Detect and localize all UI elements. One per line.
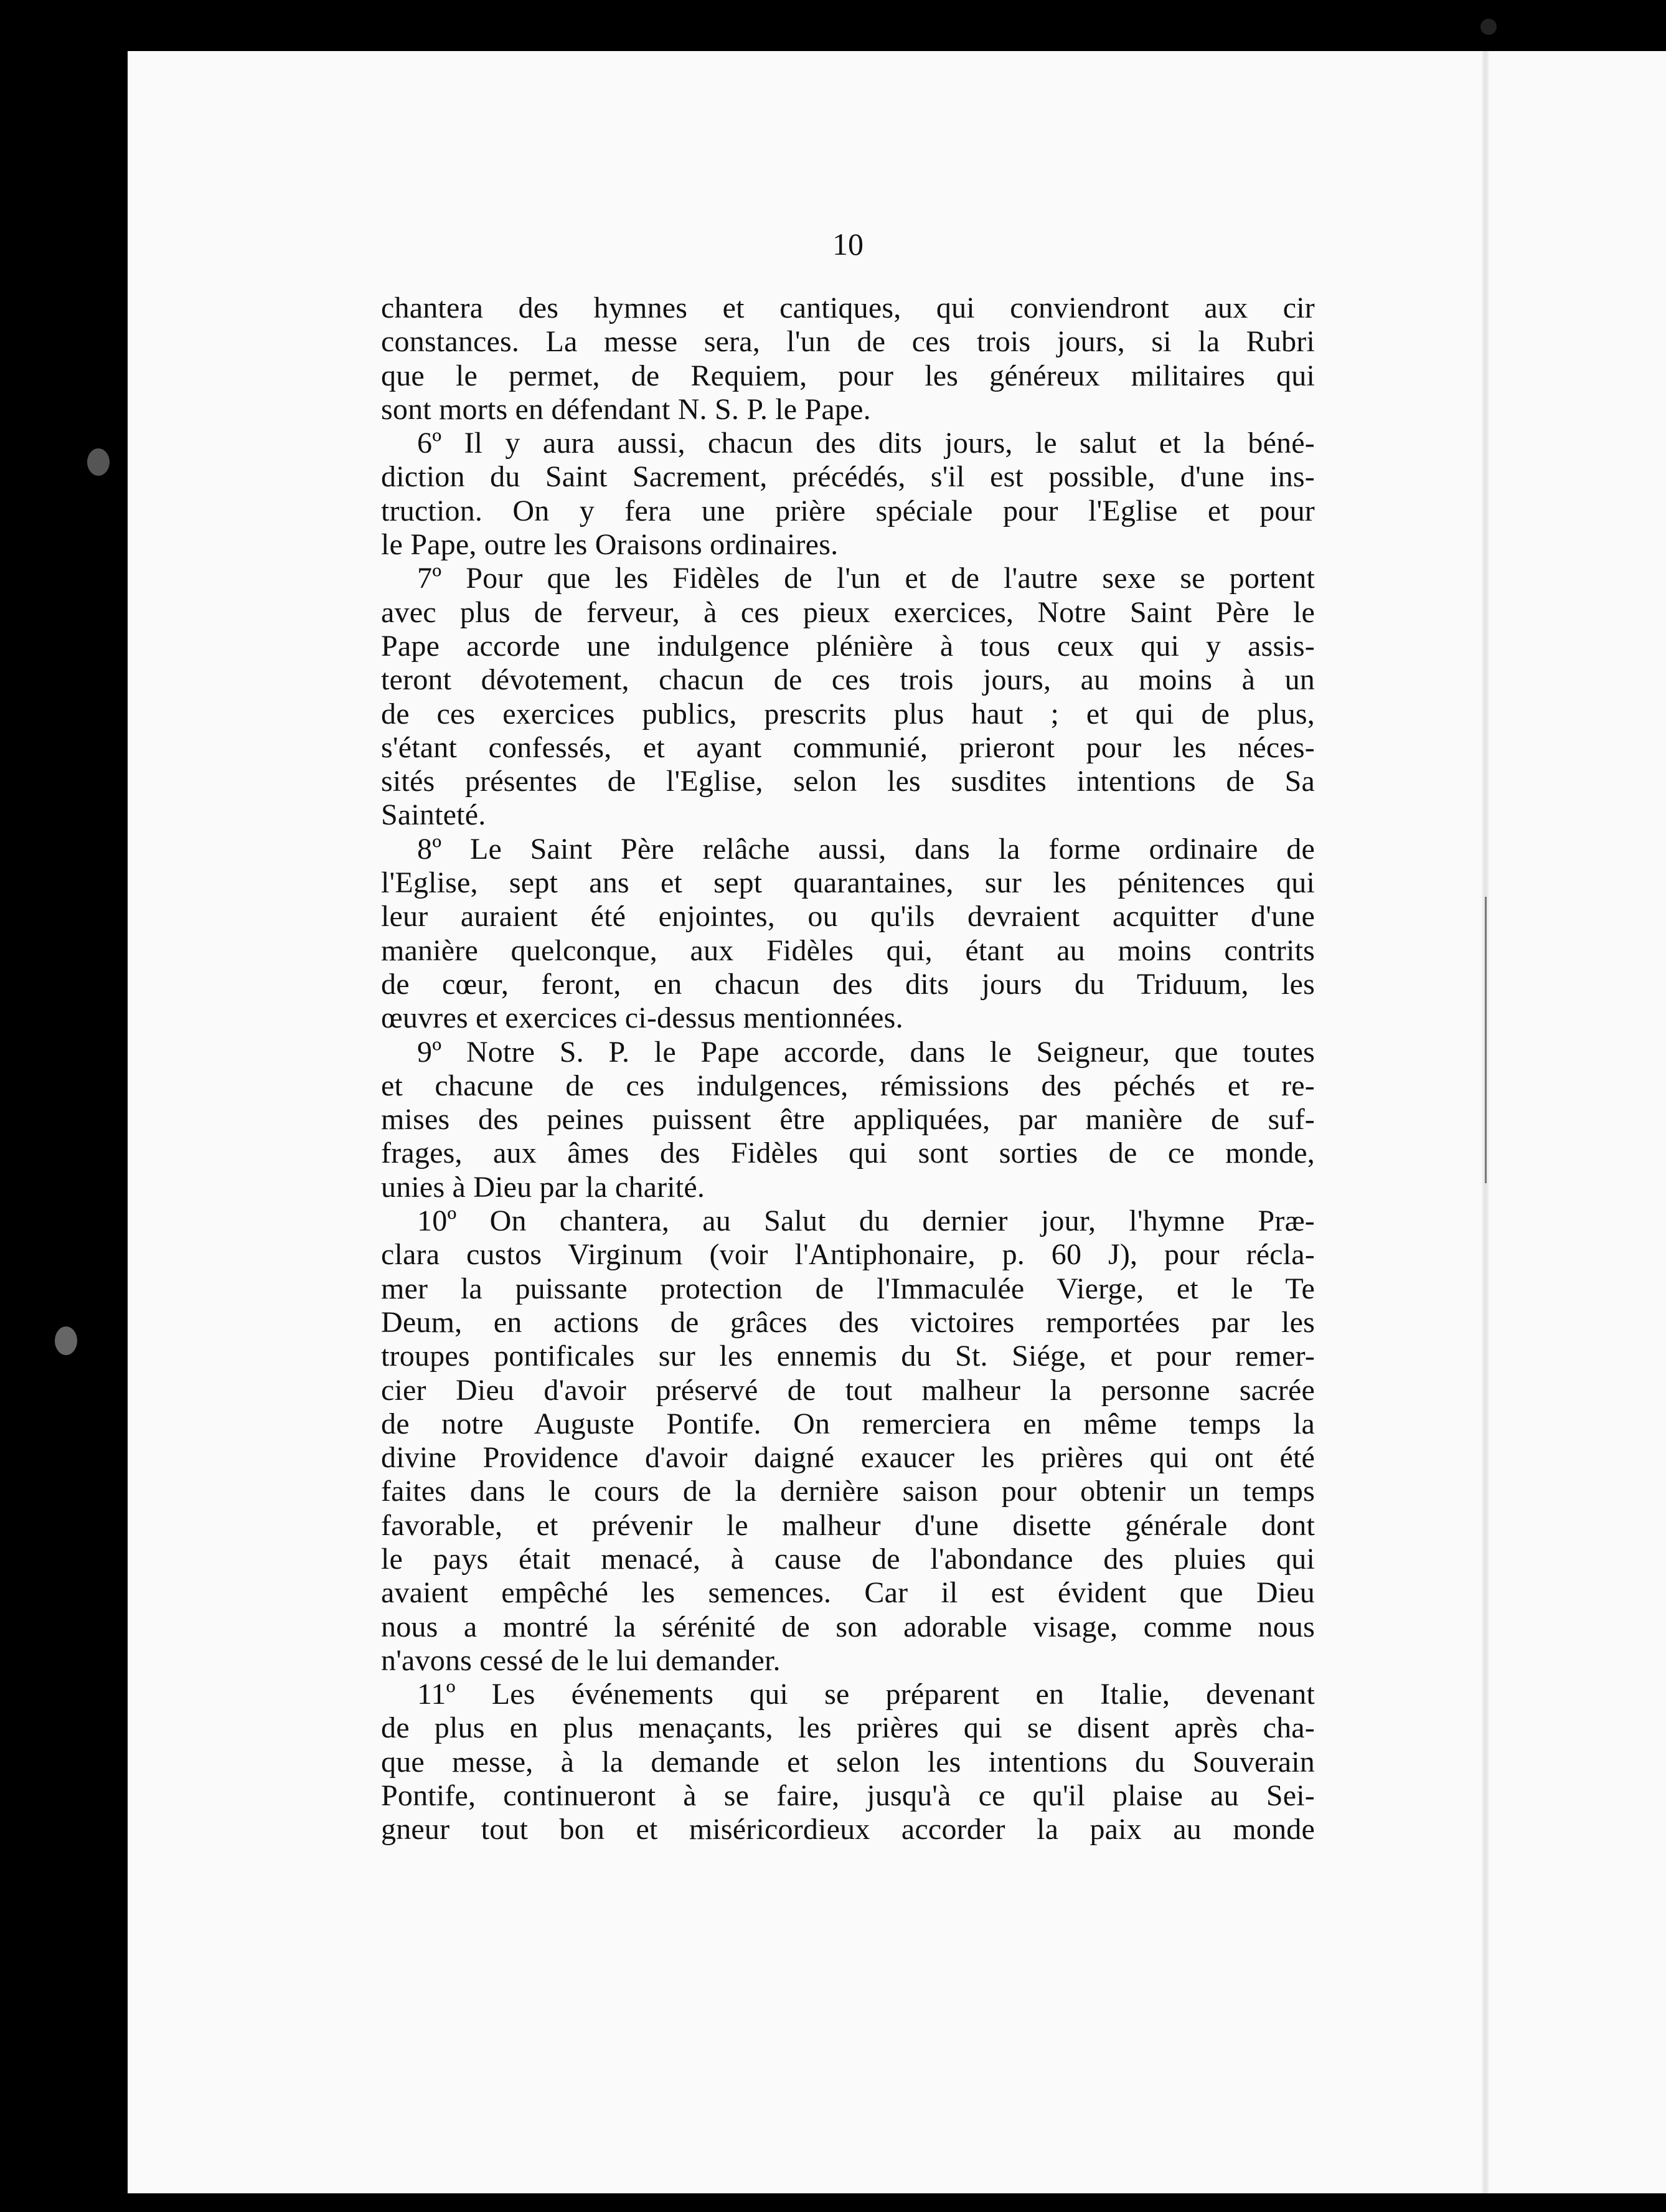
text-line [381, 1103, 1315, 1137]
text-line [381, 1746, 1315, 1779]
text-line-content: œuvres et exercices ci-dessus mentionnées. [381, 1001, 903, 1035]
text-line [381, 798, 1315, 832]
text-line-content: de notre Auguste Pontife. On remerciera en même temps la [381, 1407, 1315, 1440]
text-line [381, 1238, 1315, 1272]
text-line [381, 900, 1315, 933]
text-line [381, 731, 1315, 765]
text-line [381, 1813, 1315, 1846]
text-line-content: le pays était menacé, à cause de l'abondance des pluies qui [381, 1542, 1315, 1576]
text-line-content: le Pape, outre les Oraisons ordinaires. [381, 528, 839, 562]
text-line [381, 1069, 1315, 1103]
text-line [381, 968, 1315, 1001]
text-line-content: favorable, et prévenir le malheur d'une disette générale dont [381, 1508, 1315, 1542]
text-line [381, 765, 1315, 798]
text-line [381, 1779, 1315, 1813]
text-line [381, 630, 1315, 663]
text-line-content: 6º Il y aura aussi, chacun des dits jours, le salut et la béné- [417, 427, 1315, 460]
text-line [381, 460, 1315, 494]
text-line [381, 934, 1315, 968]
text-line-content: constances. La messe sera, l'un de ces trois jours, si la Rubri [381, 325, 1315, 359]
text-line [381, 1340, 1315, 1373]
text-line [381, 833, 1315, 866]
text-line-content: chantera des hymnes et cantiques, qui conviendront aux cir [381, 291, 1315, 324]
text-line [381, 866, 1315, 900]
text-line [381, 359, 1315, 393]
text-line [381, 291, 1315, 325]
text-line [381, 325, 1315, 359]
text-line [381, 663, 1315, 697]
text-line [381, 596, 1315, 630]
text-line-content: sités présentes de l'Eglise, selon les susdites intentions de Sa [381, 765, 1315, 798]
text-line-content: 7º Pour que les Fidèles de l'un et de l'autre sexe se portent [417, 562, 1315, 595]
text-line [381, 1036, 1315, 1069]
text-line-content: manière quelconque, aux Fidèles qui, étant au moins contrits [381, 933, 1315, 967]
text-line-content: teront dévotement, chacun de ces trois jours, au moins à un [381, 663, 1315, 697]
margin-pencil-stroke [1485, 897, 1487, 1183]
ink-speck-left-2 [55, 1326, 77, 1355]
text-line [381, 1001, 1315, 1035]
text-line-content: nous a montré la sérénité de son adorable visage, comme nous [381, 1610, 1315, 1643]
text-line [381, 1610, 1315, 1644]
text-line [381, 1407, 1315, 1441]
text-line-content: Sainteté. [381, 798, 486, 832]
page-number: 10 [832, 227, 864, 262]
text-line [381, 1272, 1315, 1306]
text-line [381, 393, 1315, 427]
text-line [381, 1711, 1315, 1745]
text-line [381, 1374, 1315, 1407]
text-line-content: faites dans le cours de la dernière saison pour obtenir un temps [381, 1475, 1315, 1508]
text-line-content: sont morts en défendant N. S. P. le Pape. [381, 392, 871, 426]
ink-speck-left-1 [87, 448, 110, 476]
text-line-content: 8º Le Saint Père relâche aussi, dans la forme ordinaire de [417, 832, 1315, 866]
text-line-content: 11º Les événements qui se préparent en Italie, devenant [417, 1678, 1315, 1711]
text-line-content: Deum, en actions de grâces des victoires remportées par les [381, 1305, 1315, 1339]
text-line-content: que messe, à la demande et selon les intentions du Souverain [381, 1745, 1315, 1779]
text-line [381, 1475, 1315, 1508]
text-line-content: 9º Notre S. P. le Pape accorde, dans le Seigneur, que toutes [417, 1035, 1315, 1069]
text-line-content: frages, aux âmes des Fidèles qui sont sorties de ce monde, [381, 1137, 1315, 1170]
text-line-content: s'étant confessés, et ayant communié, prieront pour les néces- [381, 730, 1315, 764]
text-line-content: que le permet, de Requiem, pour les généreux militaires qui [381, 359, 1315, 392]
text-line-content: de plus en plus menaçants, les prières qui se disent après cha- [381, 1711, 1315, 1745]
text-line [381, 1543, 1315, 1576]
text-line [381, 1306, 1315, 1340]
text-line-content: mises des peines puissent être appliquées, par manière de suf- [381, 1103, 1315, 1137]
text-line-content: Pape accorde une indulgence plénière à tous ceux qui y assis- [381, 629, 1315, 663]
text-line-content: et chacune de ces indulgences, rémissions des péchés et re- [381, 1069, 1315, 1102]
text-line-content: n'avons cessé de le lui demander. [381, 1643, 781, 1677]
text-line [381, 427, 1315, 460]
text-line [381, 1576, 1315, 1610]
text-line-content: diction du Saint Sacrement, précédés, s'il est possible, d'une ins- [381, 460, 1315, 494]
text-line-content: unies à Dieu par la charité. [381, 1170, 705, 1204]
text-line [381, 1644, 1315, 1678]
text-line-content: leur auraient été enjointes, ou qu'ils devraient acquitter d'une [381, 900, 1315, 933]
text-line [381, 1678, 1315, 1711]
text-line [381, 1509, 1315, 1543]
text-line-content: troupes pontificales sur les ennemis du St. Siége, et pour remer- [381, 1340, 1315, 1373]
text-line [381, 562, 1315, 595]
text-line [381, 1441, 1315, 1475]
text-line-content: divine Providence d'avoir daigné exaucer les prières qui ont été [381, 1441, 1315, 1475]
text-line-content: truction. On y fera une prière spéciale pour l'Eglise et pour [381, 494, 1315, 527]
text-line-content: cier Dieu d'avoir préservé de tout malheur la personne sacrée [381, 1373, 1315, 1407]
text-line [381, 697, 1315, 731]
text-line-content: avec plus de ferveur, à ces pieux exercices, Notre Saint Père le [381, 595, 1315, 629]
text-line-content: Pontife, continueront à se faire, jusqu'à ce qu'il plaise au Sei- [381, 1779, 1315, 1813]
text-line-content: avaient empêché les semences. Car il est évident que Dieu [381, 1576, 1315, 1610]
text-line-content: 10º On chantera, au Salut du dernier jour, l'hymne Præ- [417, 1204, 1315, 1238]
text-line [381, 494, 1315, 528]
text-block [381, 225, 1315, 1847]
body-text [381, 291, 1315, 1847]
text-line [381, 528, 1315, 562]
ink-blot-top-right [1480, 19, 1497, 35]
text-line-content: mer la puissante protection de l'Immaculée Vierge, et le Te [381, 1272, 1315, 1305]
text-line-content: de cœur, feront, en chacun des dits jours du Triduum, les [381, 967, 1315, 1001]
text-line-content: gneur tout bon et miséricordieux accorder la paix au monde [381, 1813, 1315, 1846]
text-line [381, 1204, 1315, 1238]
text-line-content: clara custos Virginum (voir l'Antiphonaire, p. 60 J), pour récla- [381, 1238, 1315, 1272]
text-line [381, 1137, 1315, 1170]
text-line-content: de ces exercices publics, prescrits plus haut ; et qui de plus, [381, 697, 1315, 730]
text-line [381, 1171, 1315, 1204]
text-line-content: l'Eglise, sept ans et sept quarantaines, sur les pénitences qui [381, 866, 1315, 900]
